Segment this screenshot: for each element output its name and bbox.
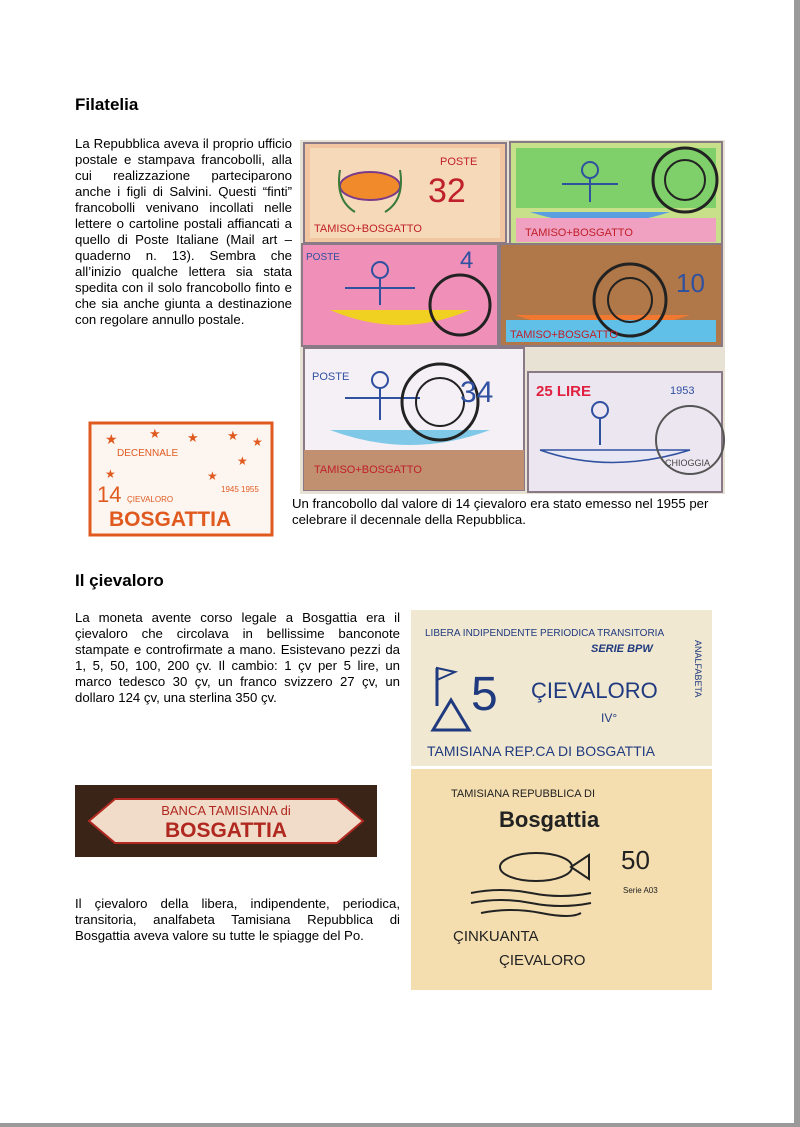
stamp-tamiso-text-1: TAMISO+BOSGATTO [314, 223, 422, 235]
stamp-chioggia: CHIOGGIA [665, 458, 711, 468]
banknote-5-image [411, 610, 712, 766]
section-heading-filatelia: Filatelia [75, 95, 139, 114]
cievaloro-paragraph-2: Il çievaloro della libera, indipendente, periodica, transitoria, analfabeta Tamisiana Repubblica di Bosgattia aveva valore su tutte le spiagge del Po. [75, 896, 400, 943]
banca-sign-line2: BOSGATTIA [164, 819, 288, 842]
page-edge-right [794, 0, 800, 1127]
stamp-tamiso-text-4: TAMISO+BOSGATTO [314, 464, 422, 476]
decennale-unit: ÇIEVALORO [127, 495, 174, 504]
svg-text:★: ★ [237, 454, 248, 468]
stamp-poste-label-3: POSTE [312, 371, 350, 383]
page-edge-bottom [0, 1123, 800, 1127]
stamp-fisherman-white [304, 348, 524, 490]
decennale-name: BOSGATTIA [109, 508, 232, 531]
banca-sign-line1: BANCA TAMISIANA di [161, 803, 291, 818]
cievaloro-paragraph-1: La moneta avente corso legale a Bosgattia era il çievaloro che circolava in bellissime banconote stampate e controfirmate a mano. Esistevano pezzi da 1, 5, 50, 100, 200 çv. Il cambio: 1 çv per 5 lire, un marco tedesco 30 çv, un franco svizzero 27 çv, un dollaro 124 çv, una sterlina 350 çv. [75, 610, 400, 705]
stamp-tamiso-text-3: TAMISO+BOSGATTO [510, 329, 618, 341]
stamp-collage-image [300, 140, 725, 494]
note5-word: ÇIEVALORO [531, 678, 658, 703]
banknote-50-image [411, 769, 712, 990]
stamp-value-25-lire: 25 LIRE [536, 383, 592, 400]
stamp-value-32: 32 [428, 172, 466, 210]
filatelia-paragraph: La Repubblica aveva il proprio ufficio postale e stampava francobolli, alla cui realizzazione parteciparono anche i figli di Salvini. Questi “finti” francobolli venivano incollati nelle lettere o cartoline postali affiancati a quello di Poste Italiane (Mail art – quaderno n. 13). Sembra che all’inizio qualche lettera sia stata spedita con il solo francobollo finto e che sia anche giunta a destinazione con regolare annullo postale. [75, 136, 292, 327]
section-heading-cievaloro: Il çievaloro [75, 571, 164, 590]
stamp-tamiso-text-2: TAMISO+BOSGATTO [525, 227, 633, 239]
svg-text:★: ★ [149, 426, 161, 441]
note50-top: TAMISIANA REPUBBLICA DI [451, 788, 596, 800]
note50-serie: Serie A03 [623, 886, 658, 895]
stamp-caption: Un francobollo dal valore di 14 çievaloro era stato emesso nel 1955 per celebrare il decennale della Repubblica. [292, 496, 709, 527]
svg-text:★: ★ [207, 469, 218, 483]
stamp-value-34: 34 [460, 376, 494, 409]
stamp-fisherman-pink [302, 244, 498, 346]
svg-text:★: ★ [105, 431, 118, 447]
note5-number: IV° [601, 711, 618, 725]
stamp-year: 1953 [670, 385, 695, 397]
note5-bottom: TAMISIANA REP.CA DI BOSGATTIA [427, 743, 655, 759]
note5-side: ANALFABETA [693, 640, 703, 698]
banca-sign-image [75, 785, 377, 857]
svg-text:★: ★ [187, 430, 199, 445]
stamp-poste-label-2: POSTE [306, 252, 340, 263]
svg-text:★: ★ [227, 428, 239, 443]
stamp-poste-label: POSTE [440, 156, 478, 168]
note50-value: 50 [621, 845, 650, 875]
stamp-25-lire [528, 372, 724, 492]
svg-text:★: ★ [252, 435, 263, 449]
stamp-value-10: 10 [676, 268, 705, 298]
stamp-fisherman-green [510, 142, 722, 246]
stamp-fisherman-brown [500, 244, 722, 346]
decennale-title: DECENNALE [117, 448, 179, 459]
svg-text:★: ★ [105, 467, 116, 481]
note5-top: LIBERA INDIPENDENTE PERIODICA TRANSITORIA [425, 628, 665, 639]
decennale-stamp-image [87, 420, 275, 538]
note50-unit: ÇIEVALORO [499, 952, 586, 969]
decennale-value: 14 [97, 482, 122, 507]
stamp-value-4: 4 [460, 247, 474, 274]
note5-value: 5 [471, 668, 498, 721]
note50-word: ÇINKUANTA [453, 928, 539, 945]
decennale-years: 1945 1955 [221, 485, 259, 494]
stamp-fish [304, 143, 506, 243]
note50-name: Bosgattia [499, 807, 600, 832]
note5-serie: SERIE BPW [591, 643, 653, 655]
